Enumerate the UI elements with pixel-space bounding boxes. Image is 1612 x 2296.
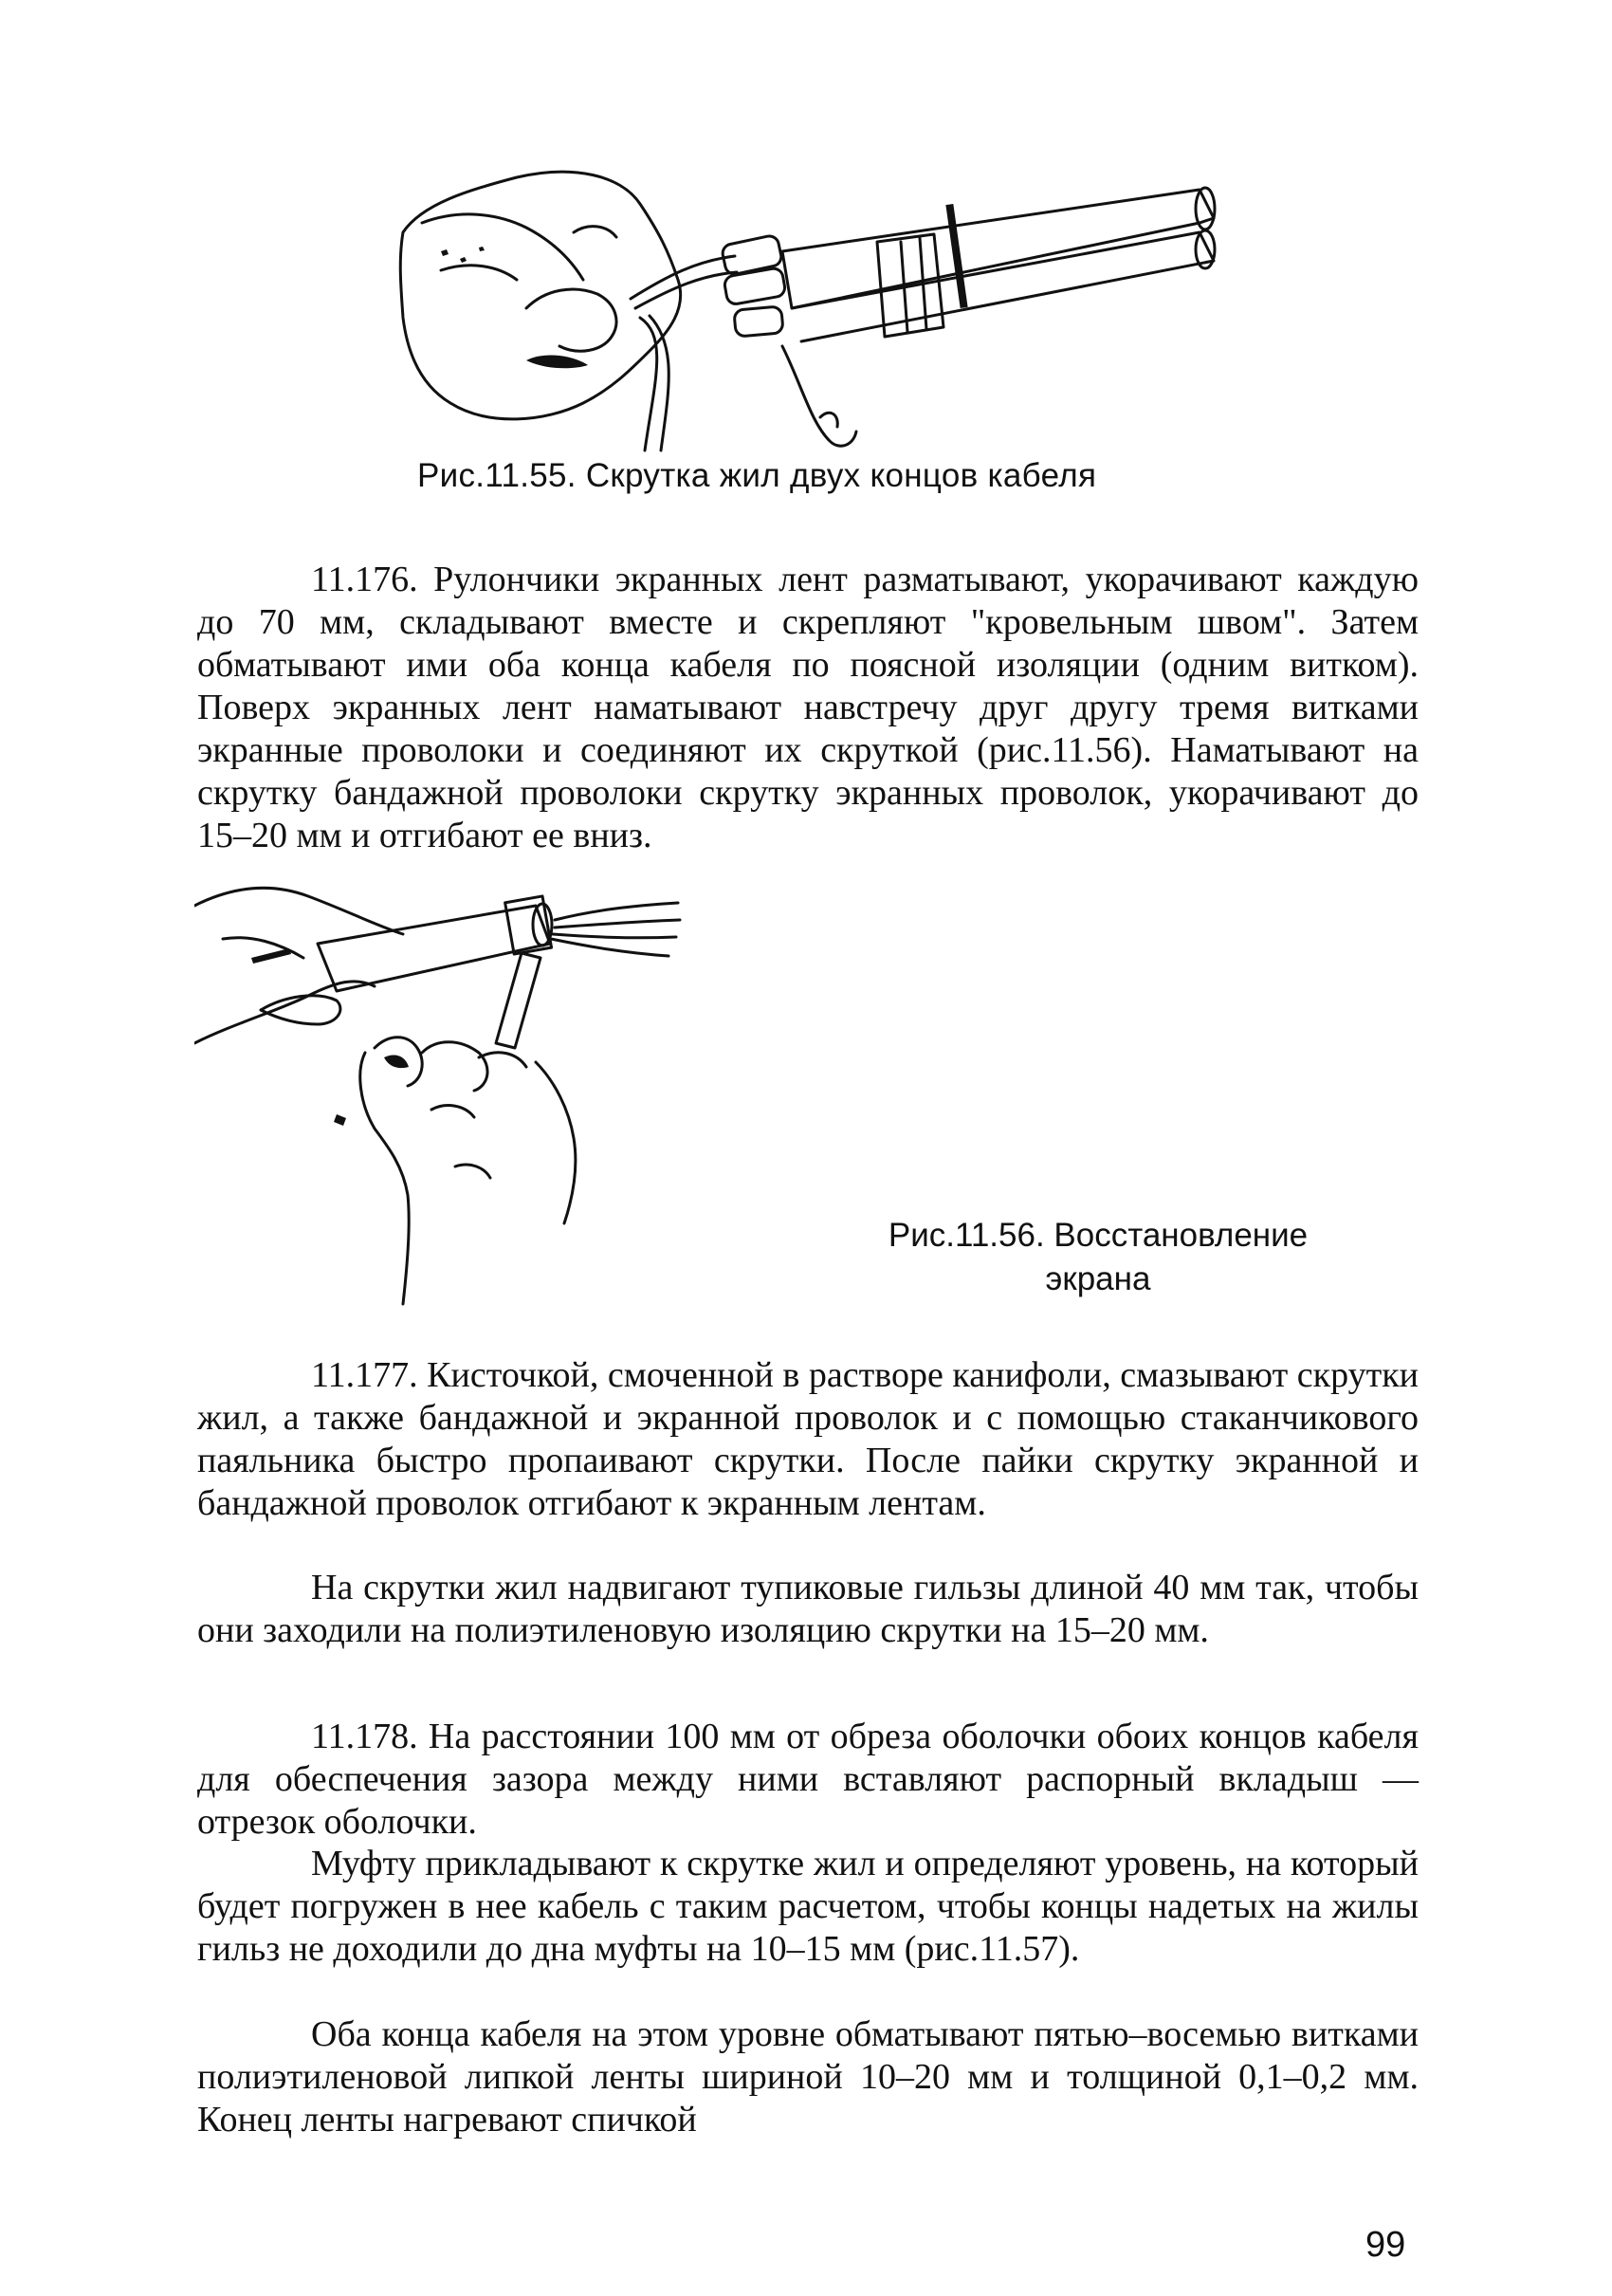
paragraph-coupling: Муфту прикладывают к скрутке жил и определяют уровень, на который будет погружен в нее кабель с таким расчетом, чтобы концы надетых на жилы гильз не доходили до дна муфты на 10–15 мм (рис.11.57). (197, 1844, 1419, 1969)
shield-tape (496, 953, 540, 1048)
paragraph-sleeves: На скрутки жил надвигают тупиковые гильзы длиной 40 мм так, чтобы они заходили на полиэтиленовую изоляцию скрутки на 15–20 мм. (197, 1568, 1419, 1650)
wire (555, 920, 680, 928)
wire-tail (820, 413, 837, 427)
shading (251, 948, 291, 964)
wire (551, 939, 669, 956)
lower-hand-outline (536, 1062, 576, 1223)
paragraph-tape-wrap: Оба конца кабеля на этом уровне обматывают пятью–восемью витками полиэтиленовой липкой ленты шириной 10–20 мм и толщиной 0,1–0,2 мм. Конец ленты нагревают спичкой (197, 2014, 1419, 2140)
finger-line (441, 266, 517, 280)
knuckle-line (431, 1106, 474, 1117)
shading (441, 247, 485, 263)
shading (384, 1055, 409, 1068)
wire-bundle (635, 272, 737, 308)
shading (526, 356, 588, 369)
knuckle-line (574, 227, 616, 237)
upper-hand-outline (194, 982, 375, 1043)
sleeve (734, 306, 783, 337)
thumb-outline (526, 289, 616, 351)
wire-bundle (640, 318, 657, 450)
wire (553, 934, 676, 938)
figure-11-56-caption-line2: экрана (1045, 1260, 1151, 1297)
figure-11-55-caption: Рис.11.55. Скрутка жил двух концов кабеля (417, 457, 1097, 494)
figure-11-56-caption (852, 1214, 1345, 1301)
paragraph-11-178: 11.178. На расстоянии 100 мм от обреза оболочки обоих концов кабеля для обеспечения зазора между ними вставляют распорный вкладыш — отрезок оболочки. (197, 1717, 1419, 1842)
paragraph-11-176: 11.176. Рулончики экранных лент разматывают, укорачивают каждую до 70 мм, складывают вместе и скрепляют "кровельным швом". Затем обматывают ими оба конца кабеля по поясной изоляции (одним витком). Поверх экранных лент наматывают навстречу друг другу тремя витками экранные проволоки и соединяют их скруткой (рис.11.56). Наматывают на скрутку бандажной проволоки скрутку экранных проволок, укорачивают до 15–20 мм и отгибают ее вниз. (197, 560, 1419, 855)
shading (334, 1114, 346, 1126)
figure-11-56-caption-line1: Рис.11.56. Восстановление (888, 1217, 1309, 1254)
knuckle-line (455, 1165, 490, 1178)
upper-hand-outline (194, 888, 403, 934)
page-number: 99 (1365, 2225, 1406, 2265)
cable-end (1196, 188, 1215, 230)
finger-line (223, 938, 303, 958)
wire-bundle (631, 256, 735, 299)
lower-hand-outline (360, 1053, 409, 1304)
cable-body (792, 232, 1214, 341)
wire (555, 903, 678, 920)
figure-11-55-illustration (384, 166, 1218, 455)
finger-outline (422, 1042, 487, 1091)
shading (945, 204, 967, 308)
cable-body (782, 190, 1214, 308)
wire-tail (782, 346, 856, 446)
figure-11-56-illustration (194, 882, 768, 1307)
paragraph-11-177: 11.177. Кисточкой, смоченной в растворе канифоли, смазывают скрутки жил, а также бандажной и экранной проволок и с помощью стаканчикового паяльника быстро пропаивают скрутки. После пайки скрутку экранной и бандажной проволок отгибают к экранным лентам. (197, 1355, 1419, 1523)
